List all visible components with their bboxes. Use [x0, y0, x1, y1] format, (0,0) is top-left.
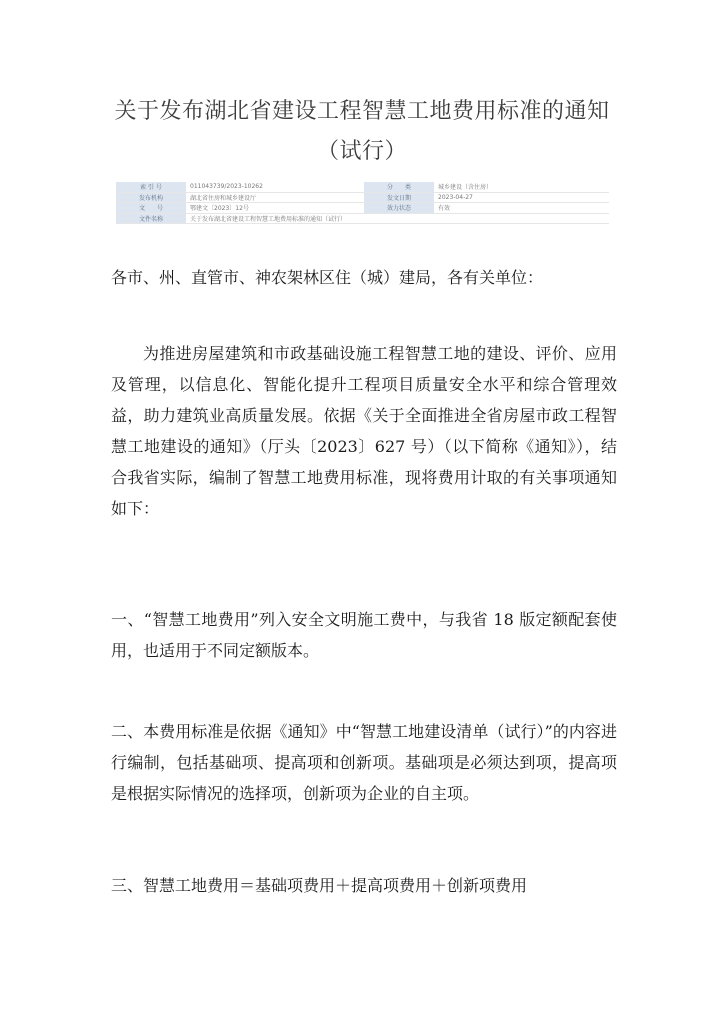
- intro-paragraph: 为推进房屋建筑和市政基础设施工程智慧工地的建设、评价、应用及管理，以信息化、智能化提升工程项目质量安全水平和综合管理效益，助力建筑业高质量发展。依据《关于全面推进全省房屋市政工程智慧工地建设的通知》（厅头〔2023〕627 号）（以下简称《通知》），结合我省实际，编制了智慧工地费用标准，现将费用计取的有关事项通知如下：: [111, 344, 617, 518]
- meta-value: 2023-04-27: [434, 192, 609, 203]
- title-line-1: 关于发布湖北省建设工程智慧工地费用标准的通知: [114, 99, 610, 124]
- meta-key: 发文日期: [364, 192, 434, 203]
- meta-key: 发布机构: [116, 192, 186, 203]
- meta-value: 城乡建设（含住房）: [434, 182, 609, 192]
- meta-value: 011043739/2023-10262: [186, 182, 364, 192]
- metadata-row: [116, 192, 609, 203]
- metadata-row: [116, 203, 609, 214]
- item-3: 三、智慧工地费用＝基础项费用＋提高项费用＋创新项费用: [111, 876, 528, 895]
- meta-value: 关于发布湖北省建设工程智慧工地费用标准的通知（试行）: [186, 213, 609, 224]
- metadata-row: [116, 182, 609, 192]
- document-title: [60, 92, 664, 172]
- meta-value: 有效: [434, 203, 609, 214]
- meta-key: 索 引 号: [116, 182, 186, 192]
- meta-key: 文件名称: [116, 213, 186, 224]
- item-1: 一、“智慧工地费用”列入安全文明施工费中，与我省 18 版定额配套使用，也适用于不同定额版本。: [111, 610, 617, 660]
- meta-key: 效力状态: [364, 203, 434, 214]
- title-line-2: （试行）: [316, 139, 407, 164]
- meta-value: 鄂建文〔2023〕12号: [186, 203, 364, 214]
- meta-value: 湖北省住房和城乡建设厅: [186, 192, 364, 203]
- meta-key: 文 号: [116, 203, 186, 214]
- metadata-table: [116, 182, 609, 224]
- salutation: 各市、州、直管市、神农架林区住（城）建局，各有关单位：: [111, 268, 544, 287]
- metadata-row: [116, 213, 609, 224]
- item-2: 二、本费用标准是依据《通知》中“智慧工地建设清单（试行）”的内容进行编制，包括基础项、提高项和创新项。基础项是必须达到项，提高项是根据实际情况的选择项，创新项为企业的自主项。: [111, 722, 617, 803]
- meta-key: 分 类: [364, 182, 434, 192]
